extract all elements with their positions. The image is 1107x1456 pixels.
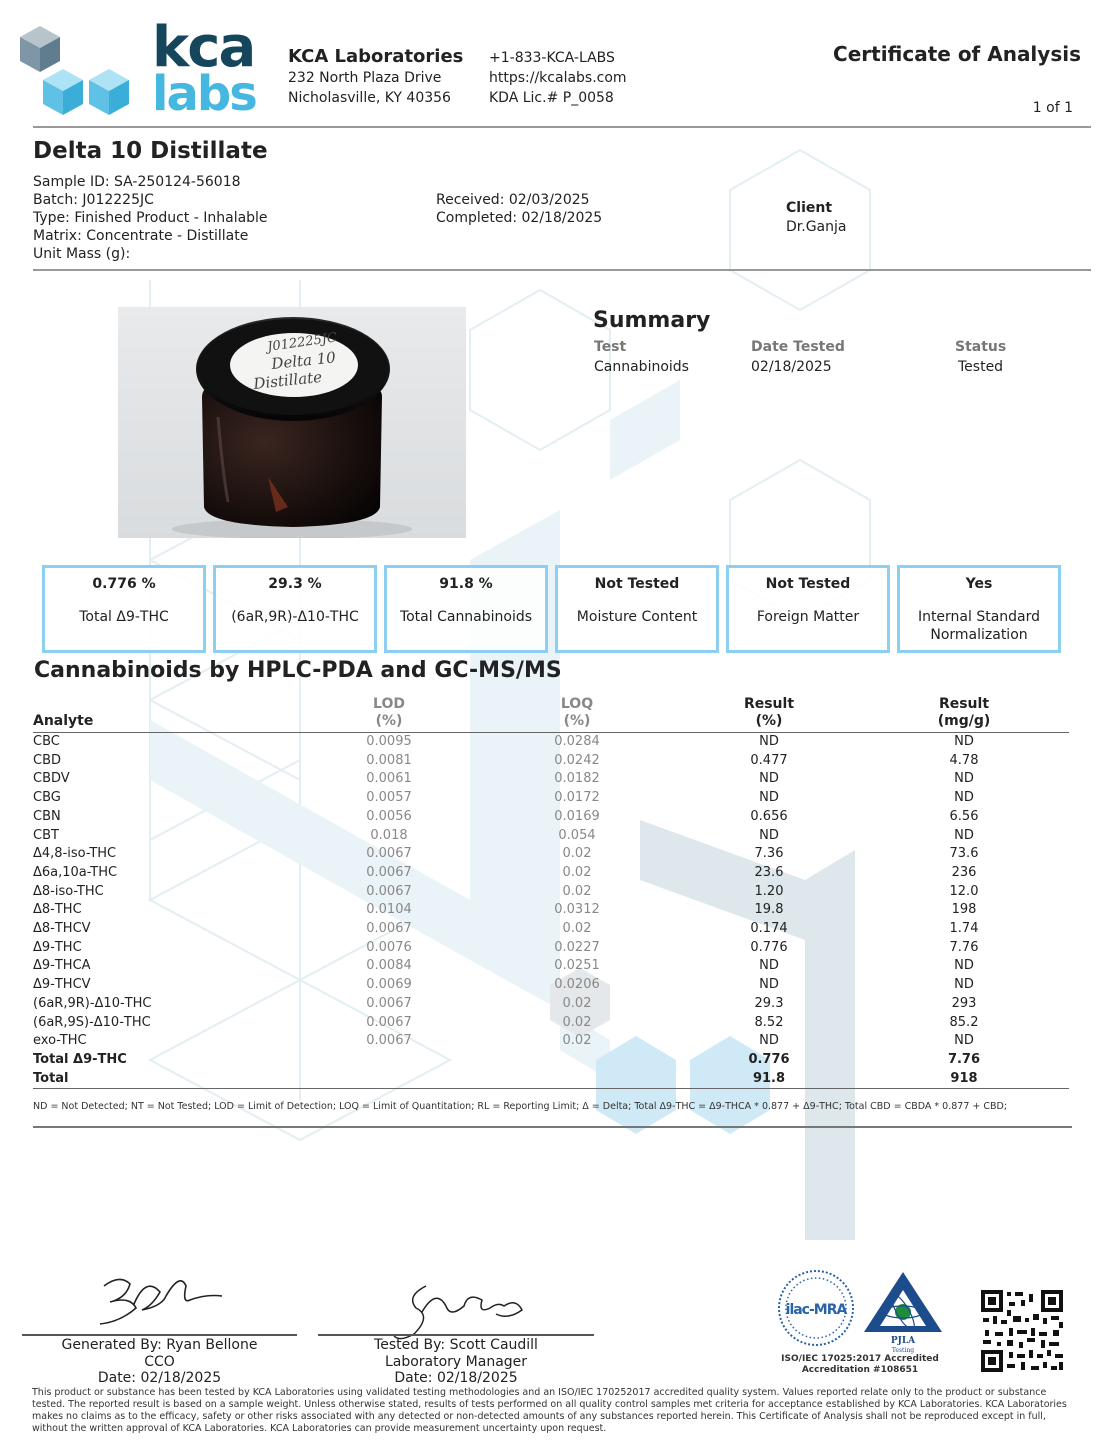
client-name: Dr.Ganja <box>786 219 847 235</box>
loq-cell: 0.0284 <box>554 734 600 749</box>
col-header-analyte: Analyte <box>33 696 303 733</box>
result-mg-cell: 6.56 <box>949 808 979 824</box>
analyte: CBT <box>33 827 59 843</box>
table-row <box>33 752 1069 771</box>
kca-labs-logo <box>18 15 258 122</box>
loq-cell: 0.0251 <box>554 958 600 974</box>
col-header-loq: LOQ (%) <box>475 696 679 733</box>
client-label: Client <box>786 200 833 216</box>
total-row <box>33 1070 1069 1089</box>
stat-value: 91.8 % <box>439 576 493 592</box>
analyte: CBD <box>33 752 62 768</box>
results-body <box>33 733 1069 1089</box>
signer-name: Tested By: Scott Caudill <box>374 1337 538 1353</box>
pjla-text: PJLA <box>890 1336 916 1346</box>
lod-cell: 0.0104 <box>366 902 412 918</box>
signer-name: Generated By: Ryan Bellone <box>61 1337 258 1353</box>
sample-divider <box>33 269 1091 271</box>
result-pct-cell: 1.20 <box>754 883 784 899</box>
result-mg-cell: ND <box>954 790 974 806</box>
analyte: CBC <box>33 734 60 749</box>
analyte: (6aR,9S)-Δ10-THC <box>33 1014 151 1030</box>
loq-cell <box>475 1070 679 1089</box>
result-pct-cell: 8.52 <box>754 1014 784 1030</box>
header-divider <box>33 126 1091 128</box>
sample-id: Sample ID: SA-250124-56018 <box>33 174 241 190</box>
lab-contact-block <box>489 48 627 108</box>
accreditation-text <box>780 1354 940 1376</box>
result-mg-cell: 73.6 <box>949 846 979 862</box>
stat-value: Yes <box>965 576 993 592</box>
stat-box-total-d9-thc <box>42 565 206 653</box>
analyte: Δ8-iso-THC <box>33 883 104 899</box>
batch-number: Batch: J012225JC <box>33 192 154 208</box>
loq-cell: 0.02 <box>562 1014 592 1030</box>
summary-header-date: Date Tested <box>751 339 845 355</box>
lod-cell: 0.0061 <box>366 771 412 787</box>
result-mg-cell: 236 <box>951 864 977 880</box>
result-mg-cell: 918 <box>859 1070 1069 1089</box>
result-mg-cell: ND <box>954 1033 974 1049</box>
product-name: Delta 10 Distillate <box>33 138 268 164</box>
sample-matrix: Matrix: Concentrate - Distillate <box>33 228 249 244</box>
stat-label: Foreign Matter <box>756 609 860 625</box>
lab-name: KCA Laboratories <box>288 46 464 67</box>
result-pct-cell: 0.477 <box>750 752 788 768</box>
result-pct-cell: 91.8 <box>679 1070 859 1089</box>
result-mg-cell: 198 <box>951 902 977 918</box>
phone-number: +1-833-KCA-LABS <box>489 50 615 66</box>
lab-address-block <box>288 46 463 108</box>
result-pct-cell: ND <box>759 1033 779 1049</box>
pjla-sub-text: Testing <box>891 1347 915 1354</box>
loq-cell: 0.02 <box>562 864 592 880</box>
qr-code-icon[interactable] <box>979 1288 1065 1374</box>
result-mg-cell: 1.74 <box>949 921 979 937</box>
sample-details <box>33 173 268 263</box>
client-block <box>786 199 846 237</box>
result-mg-cell: ND <box>954 977 974 993</box>
lod-cell: 0.0067 <box>366 921 412 937</box>
license-number: KDA Lic.# P_0058 <box>489 90 614 106</box>
analyte: Δ8-THC <box>33 902 82 918</box>
address-line-1: 232 North Plaza Drive <box>288 70 442 86</box>
table-row <box>33 939 1069 958</box>
lod-cell: 0.0067 <box>366 883 412 899</box>
col-header-result-mg: Result (mg/g) <box>859 696 1069 733</box>
loq-cell: 0.02 <box>562 846 592 862</box>
jar-photo-image <box>118 307 466 538</box>
table-row <box>33 957 1069 976</box>
lod-cell: 0.0067 <box>366 995 412 1011</box>
result-pct-cell: 0.776 <box>750 939 788 955</box>
signature-block-tested <box>318 1337 594 1387</box>
analyte: Δ9-THC <box>33 939 82 955</box>
result-mg-cell: 293 <box>951 995 977 1011</box>
stat-label: Total Cannabinoids <box>399 609 533 625</box>
stat-box-foreign-matter <box>726 565 890 653</box>
result-mg-cell: 4.78 <box>949 752 979 768</box>
logo-wordmark-labs: labs <box>152 66 256 122</box>
analyte: (6aR,9R)-Δ10-THC <box>33 995 152 1011</box>
result-mg-cell: 85.2 <box>949 1014 979 1030</box>
stat-value: Not Tested <box>765 576 851 592</box>
analyte: exo-THC <box>33 1033 87 1049</box>
loq-cell: 0.0312 <box>554 902 600 918</box>
loq-cell: 0.02 <box>562 921 592 937</box>
signature-scott-caudill <box>386 1276 536 1346</box>
result-pct-cell: 7.36 <box>754 846 784 862</box>
result-mg-cell: ND <box>954 958 974 974</box>
summary-status-value: Tested <box>958 359 1004 375</box>
loq-cell: 0.0182 <box>554 771 600 787</box>
col-header-lod: LOD (%) <box>303 696 475 733</box>
table-row <box>33 864 1069 883</box>
analyte: CBG <box>33 790 61 806</box>
loq-cell <box>475 1051 679 1070</box>
table-row <box>33 976 1069 995</box>
section-title: Cannabinoids by HPLC-PDA and GC-MS/MS <box>34 658 562 683</box>
result-pct-cell: ND <box>759 771 779 787</box>
stat-label: Moisture Content <box>576 609 698 625</box>
lod-cell: 0.0076 <box>366 939 412 955</box>
lod-cell: 0.0067 <box>366 1033 412 1049</box>
completed-date: Completed: 02/18/2025 <box>436 210 603 226</box>
loq-cell: 0.0227 <box>554 939 600 955</box>
received-date: Received: 02/03/2025 <box>436 192 590 208</box>
website-link[interactable]: https://kcalabs.com <box>489 70 627 86</box>
loq-cell: 0.0242 <box>554 752 600 768</box>
lod-cell <box>303 1070 475 1089</box>
cannabinoid-results-table <box>33 696 1069 1089</box>
signature-date: Date: 02/18/2025 <box>394 1370 518 1386</box>
stat-box-d10-thc <box>213 565 377 653</box>
table-row <box>33 845 1069 864</box>
result-pct-cell: 29.3 <box>754 995 784 1011</box>
jar-label-line-3: Distillate <box>252 367 323 393</box>
loq-cell: 0.0206 <box>554 977 600 993</box>
sample-type: Type: Finished Product - Inhalable <box>33 210 268 226</box>
total-analyte: Total <box>33 1070 303 1089</box>
lod-cell: 0.0081 <box>366 752 412 768</box>
analyte: Δ6a,10a-THC <box>33 864 118 880</box>
table-row <box>33 789 1069 808</box>
stat-value: 29.3 % <box>268 576 322 592</box>
result-mg-cell: ND <box>954 734 974 749</box>
result-pct-cell: ND <box>759 977 779 993</box>
lod-cell: 0.0056 <box>366 808 412 824</box>
stat-box-total-cannabinoids <box>384 565 548 653</box>
summary-header-test: Test <box>594 339 627 355</box>
result-mg-cell: ND <box>954 827 974 843</box>
total-analyte: Total Δ9-THC <box>33 1051 127 1067</box>
stat-box-moisture <box>555 565 719 653</box>
ilac-logo-text: ilac-MRA <box>785 1302 847 1318</box>
result-mg-cell: 7.76 <box>947 1051 981 1067</box>
loq-cell: 0.0172 <box>554 790 600 806</box>
lod-cell: 0.0069 <box>366 977 412 993</box>
analyte: Δ4,8-iso-THC <box>33 846 117 862</box>
legal-disclaimer: This product or substance has been tested by KCA Laboratories using validated testing methodologies and an ISO/IEC 170252017 accredited quality system. Values reported relate only to the product or substance tested. The reported result is based on a sample weight. Unless otherwise stated, results of tests performed on all quality control samples met criteria for acceptance established by KCA Laboratories. KCA Laboratories makes no claims as to the efficacy, safety or other risks associated with any detected or non-detected amounts of any substances reported herein. This Certificate of Analysis shall not be reproduced except in full, without the written approval of KCA Laboratories. KCA Laboratories can provide measurement uncertainty upon request. <box>32 1387 1067 1434</box>
unit-mass: Unit Mass (g): <box>33 246 131 262</box>
table-row <box>33 1014 1069 1033</box>
stat-box-normalization <box>897 565 1061 653</box>
result-pct-cell: 19.8 <box>754 902 784 918</box>
lod-cell: 0.0067 <box>366 864 412 880</box>
signature-ryan-bellone <box>90 1266 230 1334</box>
stat-label: (6aR,9R)-Δ10-THC <box>231 609 359 625</box>
product-photo <box>118 307 466 538</box>
jar-label-line-1: J012225JC <box>266 330 338 355</box>
result-pct-cell: ND <box>759 734 779 749</box>
signature-line-1 <box>22 1334 297 1336</box>
summary-title: Summary <box>593 308 711 333</box>
summary-header-status: Status <box>955 339 1007 355</box>
lod-cell: 0.018 <box>370 827 408 843</box>
stat-label: Total Δ9-THC <box>79 609 169 625</box>
iso-accreditation-line: ISO/IEC 17025:2017 Accredited <box>781 1354 939 1364</box>
total-row <box>33 1051 1069 1070</box>
result-pct-cell: 0.776 <box>748 1051 790 1067</box>
analyte: CBN <box>33 808 61 824</box>
table-row <box>33 770 1069 789</box>
result-pct-cell: ND <box>759 827 779 843</box>
logo-wordmark-kca: kca <box>152 15 255 80</box>
lod-cell: 0.0067 <box>366 846 412 862</box>
signer-title: CCO <box>144 1353 175 1370</box>
table-row <box>33 733 1069 752</box>
signature-line-2 <box>318 1334 594 1336</box>
result-pct-cell: 23.6 <box>754 864 784 880</box>
result-mg-cell: ND <box>954 771 974 787</box>
table-end-divider <box>33 1126 1072 1128</box>
loq-cell: 0.02 <box>562 995 592 1011</box>
signer-title: Laboratory Manager <box>384 1353 528 1370</box>
analyte: Δ8-THCV <box>33 921 91 937</box>
result-mg-cell: 12.0 <box>949 883 979 899</box>
sample-dates <box>436 191 602 227</box>
ilac-mra-logo-icon <box>776 1268 856 1350</box>
address-line-2: Nicholasville, KY 40356 <box>288 90 451 106</box>
analyte: CBDV <box>33 771 70 787</box>
abbreviation-legend: ND = Not Detected; NT = Not Tested; LOD = Limit of Detection; LOQ = Limit of Quantitation; RL = Reporting Limit; Δ = Delta; Total Δ9-THC = Δ9-THCA * 0.877 + Δ9-THC; Total CBD = CBDA * 0.877 + CBD; <box>33 1101 1008 1112</box>
table-row <box>33 883 1069 902</box>
cubes-logo-icon <box>18 26 148 120</box>
summary-test-value: Cannabinoids <box>594 359 689 375</box>
result-mg-cell: 7.76 <box>949 939 979 955</box>
table-row <box>33 1032 1069 1051</box>
lod-cell: 0.0057 <box>366 790 412 806</box>
accreditation-number: Accreditation #108651 <box>801 1365 919 1375</box>
analyte: Δ9-THCA <box>33 958 91 974</box>
lod-cell: 0.0084 <box>366 958 412 974</box>
analyte: Δ9-THCV <box>33 977 91 993</box>
result-pct-cell: ND <box>759 790 779 806</box>
result-pct-cell: ND <box>759 958 779 974</box>
document-title: Certificate of Analysis <box>833 42 1081 66</box>
result-pct-cell: 0.174 <box>750 921 788 937</box>
result-pct-cell: 0.656 <box>750 808 788 824</box>
loq-cell: 0.02 <box>562 1033 592 1049</box>
stat-label: Internal Standard Normalization <box>917 609 1041 643</box>
table-row <box>33 901 1069 920</box>
loq-cell: 0.02 <box>562 883 592 899</box>
col-header-result-pct: Result (%) <box>679 696 859 733</box>
table-row <box>33 827 1069 846</box>
lod-cell: 0.0067 <box>366 1014 412 1030</box>
summary-date-value: 02/18/2025 <box>751 359 832 375</box>
table-row <box>33 920 1069 939</box>
page-number: 1 of 1 <box>1032 100 1073 116</box>
signature-date: Date: 02/18/2025 <box>97 1370 222 1386</box>
loq-cell: 0.0169 <box>554 808 600 824</box>
table-row <box>33 995 1069 1014</box>
pjla-logo-icon <box>862 1270 944 1354</box>
table-row <box>33 808 1069 827</box>
jar-label-line-2: Delta 10 <box>270 348 337 373</box>
table-header-row <box>33 696 1069 733</box>
loq-cell: 0.054 <box>558 827 596 843</box>
stat-value: 0.776 % <box>92 576 156 592</box>
lod-cell: 0.0095 <box>366 734 412 749</box>
signature-block-generated <box>22 1337 297 1387</box>
stat-value: Not Tested <box>594 576 680 592</box>
lod-cell <box>303 1051 475 1070</box>
